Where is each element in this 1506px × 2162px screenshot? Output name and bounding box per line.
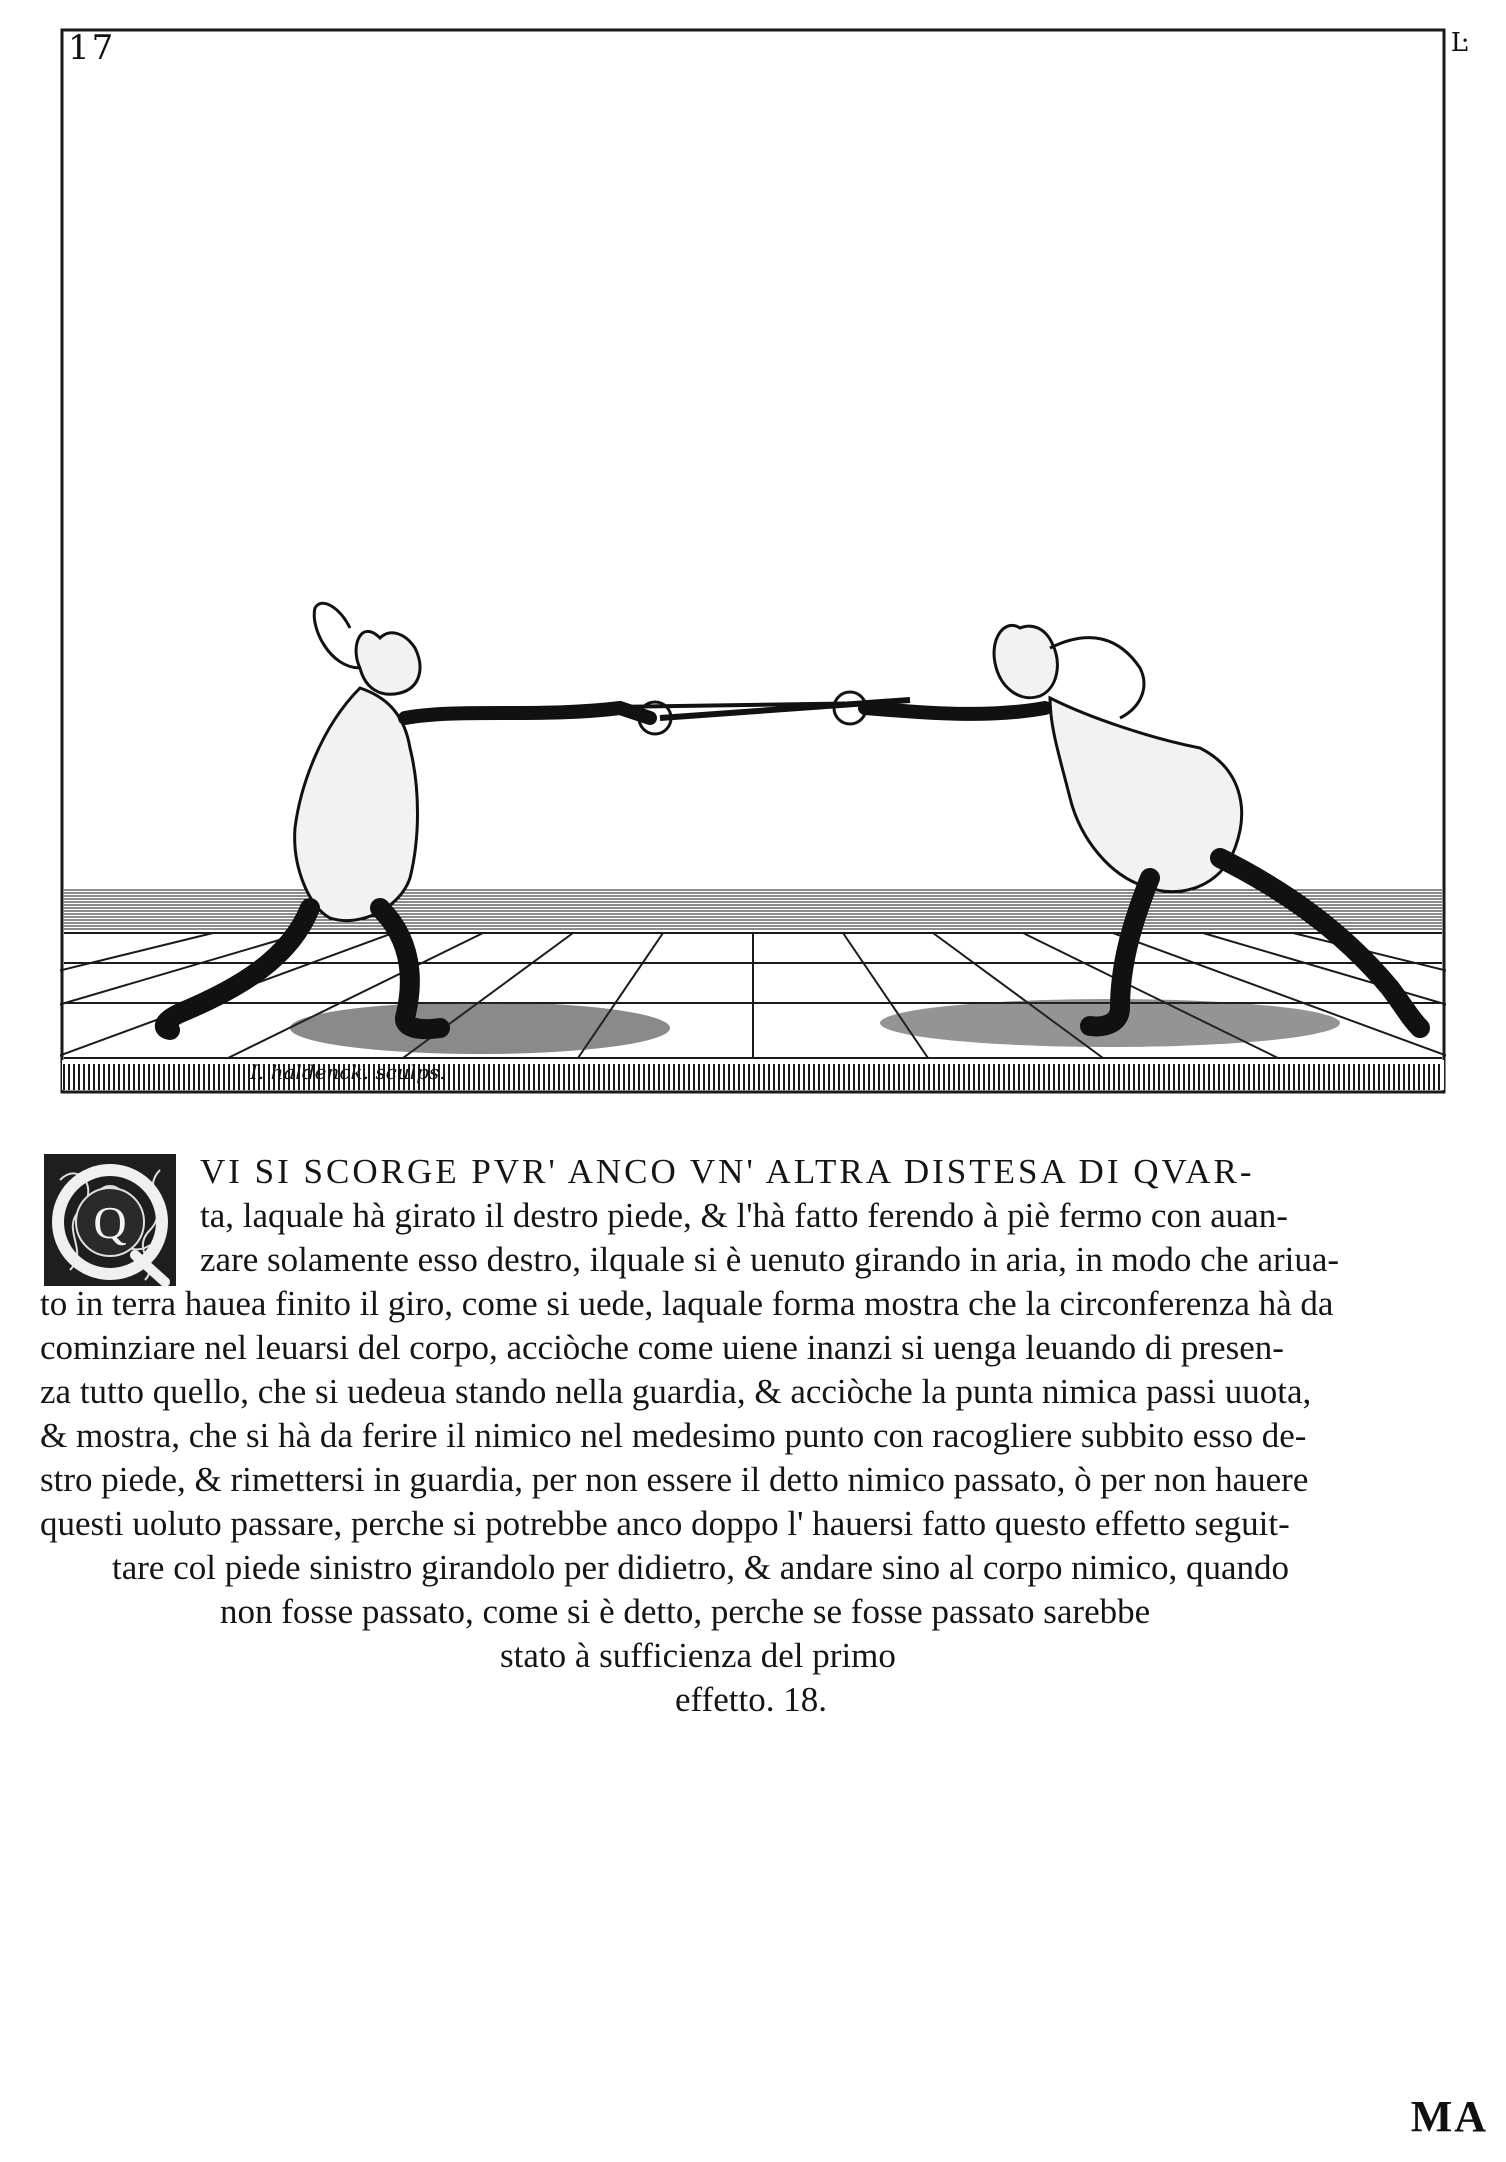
text-line: effetto. 18. [675, 1680, 827, 1719]
initial-ornament [40, 1150, 180, 1290]
text-line: cominziare nel leuarsi del corpo, acciòche come uiene inanzi si uenga leuando di presen- [40, 1328, 1284, 1367]
engraver-signature: I. haldenck. sculps. [250, 1060, 446, 1084]
text-line: zare solamente esso destro, ilquale si è uenuto girando in aria, in modo che ariua- [200, 1240, 1340, 1279]
text-line: VI SI SCORGE PVR' ANCO VN' ALTRA DISTESA DI QVAR- [200, 1152, 1255, 1191]
left-fencer-shadow [290, 1002, 670, 1054]
corner-mark: Ŀ [1450, 28, 1468, 58]
decorated-initial [40, 1150, 180, 1290]
text-line: stato à sufficienza del primo [500, 1636, 896, 1675]
right-fencer [834, 625, 1420, 1028]
engraving-plate [60, 28, 1446, 1098]
horizon-hatching [64, 890, 1442, 929]
left-fencer [165, 603, 671, 1030]
page-number: 17 [68, 28, 116, 68]
text-line: & mostra, che si hà da ferire il nimico nel medesimo punto con racogliere subbito esso de- [40, 1416, 1307, 1455]
catchword: MA [1410, 2092, 1488, 2141]
text-line: tare col piede sinistro girandolo per didietro, & andare sino al corpo nimico, quando [112, 1548, 1290, 1587]
text-line: za tutto quello, che si uedeua stando nella guardia, & acciòche la punta nimica passi uuota, [40, 1372, 1312, 1411]
initial-letter: Q [93, 1197, 127, 1248]
text-line: ta, laquale hà girato il destro piede, & l'hà fatto ferendo à piè fermo con auan- [200, 1196, 1288, 1235]
text-line: non fosse passato, come si è detto, perche se fosse passato sarebbe [220, 1592, 1151, 1631]
text-line: stro piede, & rimettersi in guardia, per non essere il detto nimico passato, ò per non hauere [40, 1460, 1309, 1499]
text-line: to in terra hauea finito il giro, come si uede, laquale forma mostra che la circonferenza hà da [40, 1284, 1334, 1323]
text-line: questi uoluto passare, perche si potrebbe anco doppo l' hauersi fatto questo effetto seguit- [40, 1504, 1290, 1543]
fencing-illustration [60, 28, 1446, 1098]
